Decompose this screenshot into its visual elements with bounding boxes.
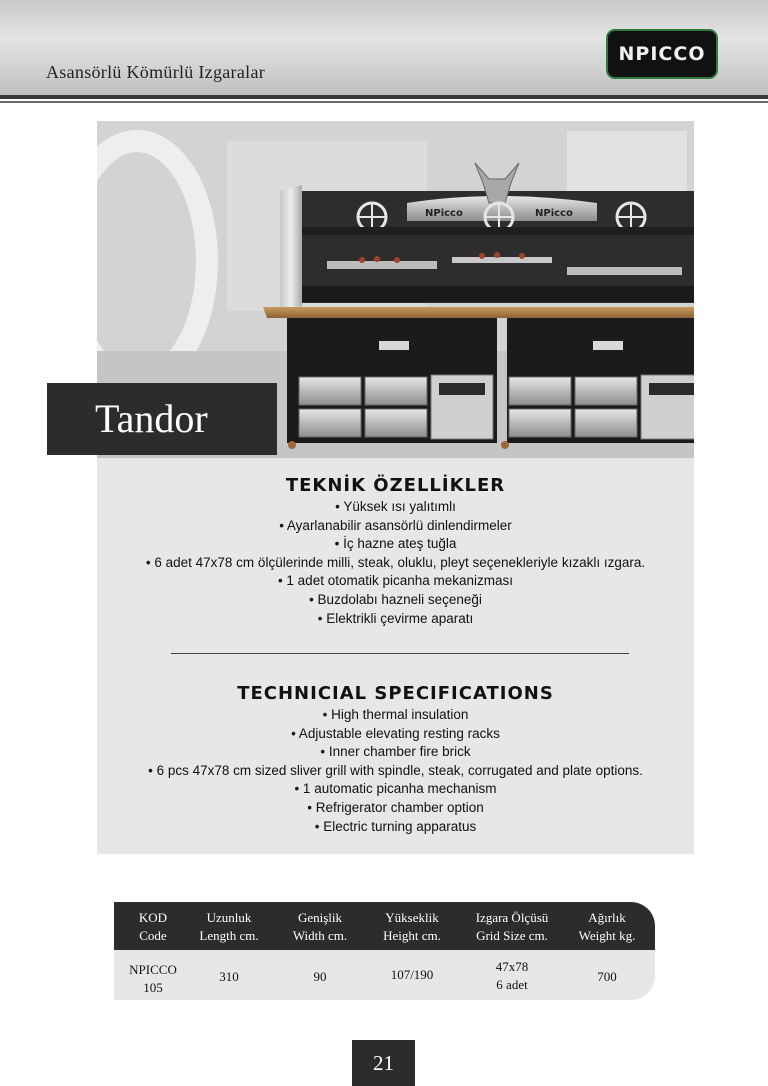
page-number: 21: [373, 1050, 394, 1075]
photo-brand-label: NPicco: [535, 208, 573, 219]
spec-item: • Buzdolabı hazneli seçeneği: [309, 591, 482, 607]
page-number-box: [352, 1040, 415, 1086]
header-divider: [0, 95, 768, 99]
spec-item: • Elektrikli çevirme aparatı: [317, 610, 474, 626]
table-header-cell: Ağırlık Weight kg.: [578, 910, 636, 943]
specs-tr-title: TEKNİK ÖZELLİKLER: [285, 475, 506, 496]
spec-item: • High thermal insulation: [322, 707, 469, 722]
table-header-cell: Genişlik Width cm.: [292, 910, 348, 943]
header-title: Asansörlü Kömürlü Izgaralar: [46, 62, 266, 82]
spec-item: • Electric turning apparatus: [314, 818, 477, 834]
brand-logo: [606, 29, 718, 79]
table-cell-length: 310: [219, 969, 239, 984]
section-divider: [171, 653, 629, 654]
table-cell-width: 90: [313, 969, 327, 984]
brand-logo-text: NPICCO: [618, 43, 706, 65]
specs-tr-section: [97, 475, 694, 628]
specs-en-title: TECHNICIAL SPECIFICATIONS: [237, 683, 554, 704]
spec-item: • 6 pcs 47x78 cm sized sliver grill with spindle, steak, corrugated and plate options.: [148, 762, 643, 778]
table-cell-code: NPICCO 105: [129, 962, 177, 995]
spec-item: • Yüksek ısı yalıtımlı: [335, 499, 456, 514]
table-header-cell: Uzunluk Length cm.: [199, 910, 259, 943]
specs-en-section: [97, 683, 694, 836]
table-cell-weight: 700: [597, 969, 617, 984]
spec-item: • 1 adet otomatik picanha mekanizması: [277, 573, 514, 589]
spec-item: • Refrigerator chamber option: [307, 799, 484, 815]
table-cell-height: 107/190: [390, 967, 434, 982]
spec-item: • İç hazne ateş tuğla: [334, 536, 457, 552]
spec-item: • 6 adet 47x78 cm ölçülerinde milli, steak, oluklu, pleyt seçenekleriyle kızaklı ızgara.: [145, 554, 646, 570]
spec-item: • Adjustable elevating resting racks: [291, 725, 500, 741]
spec-item: • Ayarlanabilir asansörlü dinlendirmeler: [279, 517, 512, 533]
header-divider-thin: [0, 101, 768, 103]
table-cell-grid-size: 47x78 6 adet: [495, 959, 529, 992]
table-header-cell: Izgara Ölçüsü Grid Size cm.: [475, 910, 549, 943]
product-name: Tandor: [95, 396, 208, 441]
table-header-cell: Yükseklik Height cm.: [383, 910, 441, 943]
spec-item: • 1 automatic picanha mechanism: [294, 781, 497, 797]
spec-item: • Inner chamber fire brick: [320, 744, 471, 760]
photo-brand-label: NPicco: [425, 208, 463, 219]
table-header-cell: KOD Code: [138, 910, 168, 943]
